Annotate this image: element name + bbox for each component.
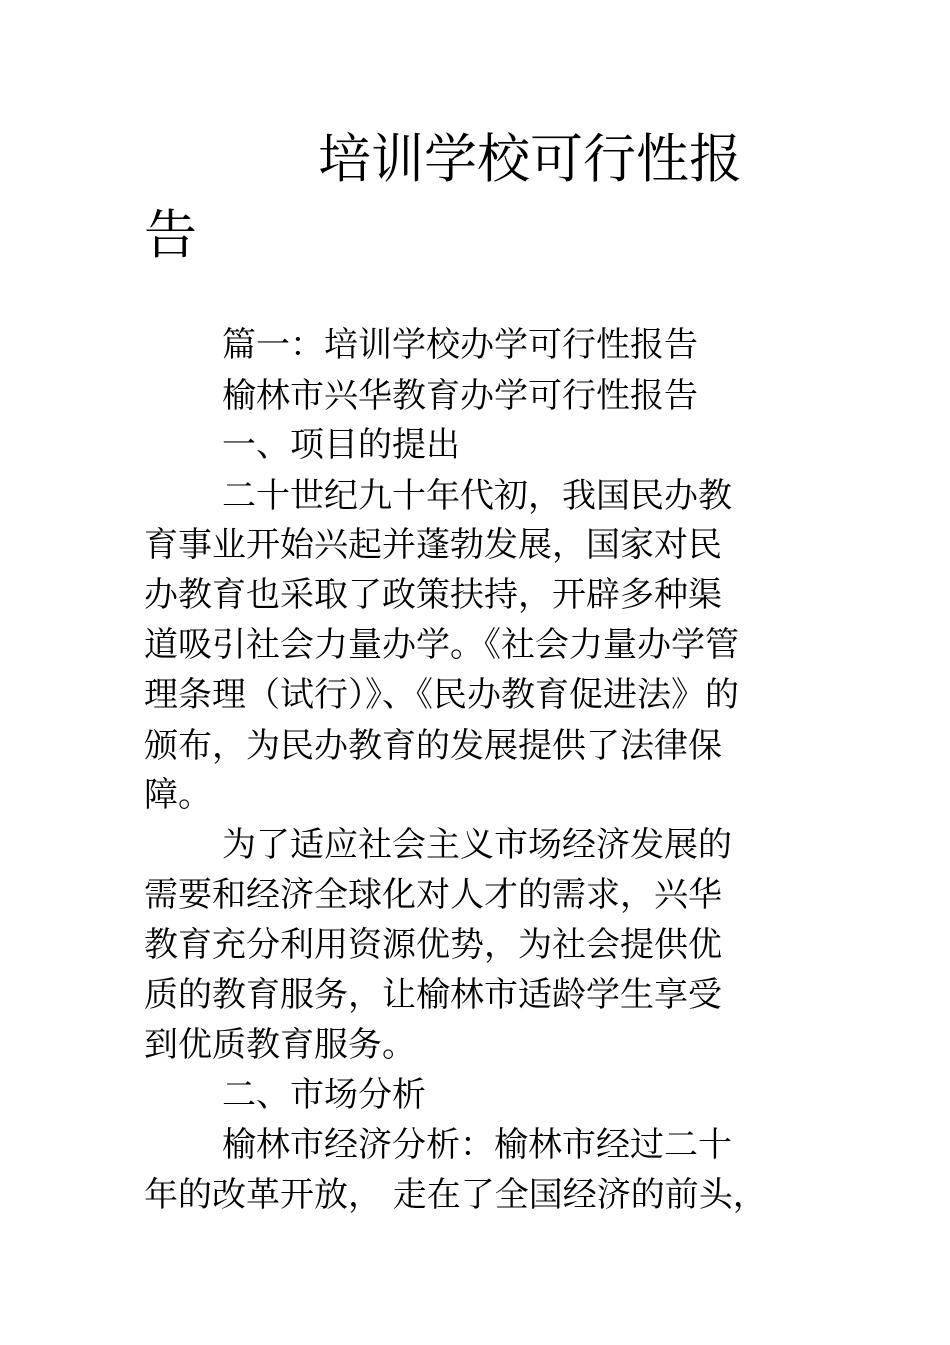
heading-chapter-one: 篇一：培训学校办学可行性报告 [222, 325, 698, 365]
paragraph-line: 年的改革开放， 走在了全国经济的前头， [144, 1175, 767, 1215]
paragraph-line: 办教育也采取了政策扶持，开辟多种渠 [144, 575, 722, 615]
paragraph-line: 二十世纪九十年代初，我国民办教 [222, 476, 732, 516]
paragraph-line: 理条理（试行）》、《民办教育促进法》的 [144, 675, 739, 715]
document-title-line-2: 告 [144, 205, 197, 266]
section-heading-one: 一、项目的提出 [222, 425, 460, 465]
document-title-line-1: 培训学校可行性报 [318, 129, 742, 190]
paragraph-line: 榆林市经济分析：榆林市经过二十 [222, 1125, 732, 1165]
paragraph-line: 障。 [144, 775, 212, 815]
paragraph-line: 教育充分利用资源优势，为社会提供优 [144, 925, 722, 965]
paragraph-line: 质的教育服务，让榆林市适龄学生享受 [144, 975, 722, 1015]
paragraph-line: 到优质教育服务。 [144, 1025, 416, 1065]
paragraph-line: 道吸引社会力量办学。《社会力量办学管 [144, 625, 739, 665]
paragraph-line: 为了适应社会主义市场经济发展的 [222, 825, 732, 865]
paragraph-line: 需要和经济全球化对人才的需求，兴华 [144, 875, 722, 915]
section-heading-two: 二、市场分析 [222, 1075, 426, 1115]
heading-report-title: 榆林市兴华教育办学可行性报告 [222, 376, 698, 416]
paragraph-line: 育事业开始兴起并蓬勃发展，国家对民 [144, 525, 722, 565]
paragraph-line: 颁布，为民办教育的发展提供了法律保 [144, 726, 722, 766]
